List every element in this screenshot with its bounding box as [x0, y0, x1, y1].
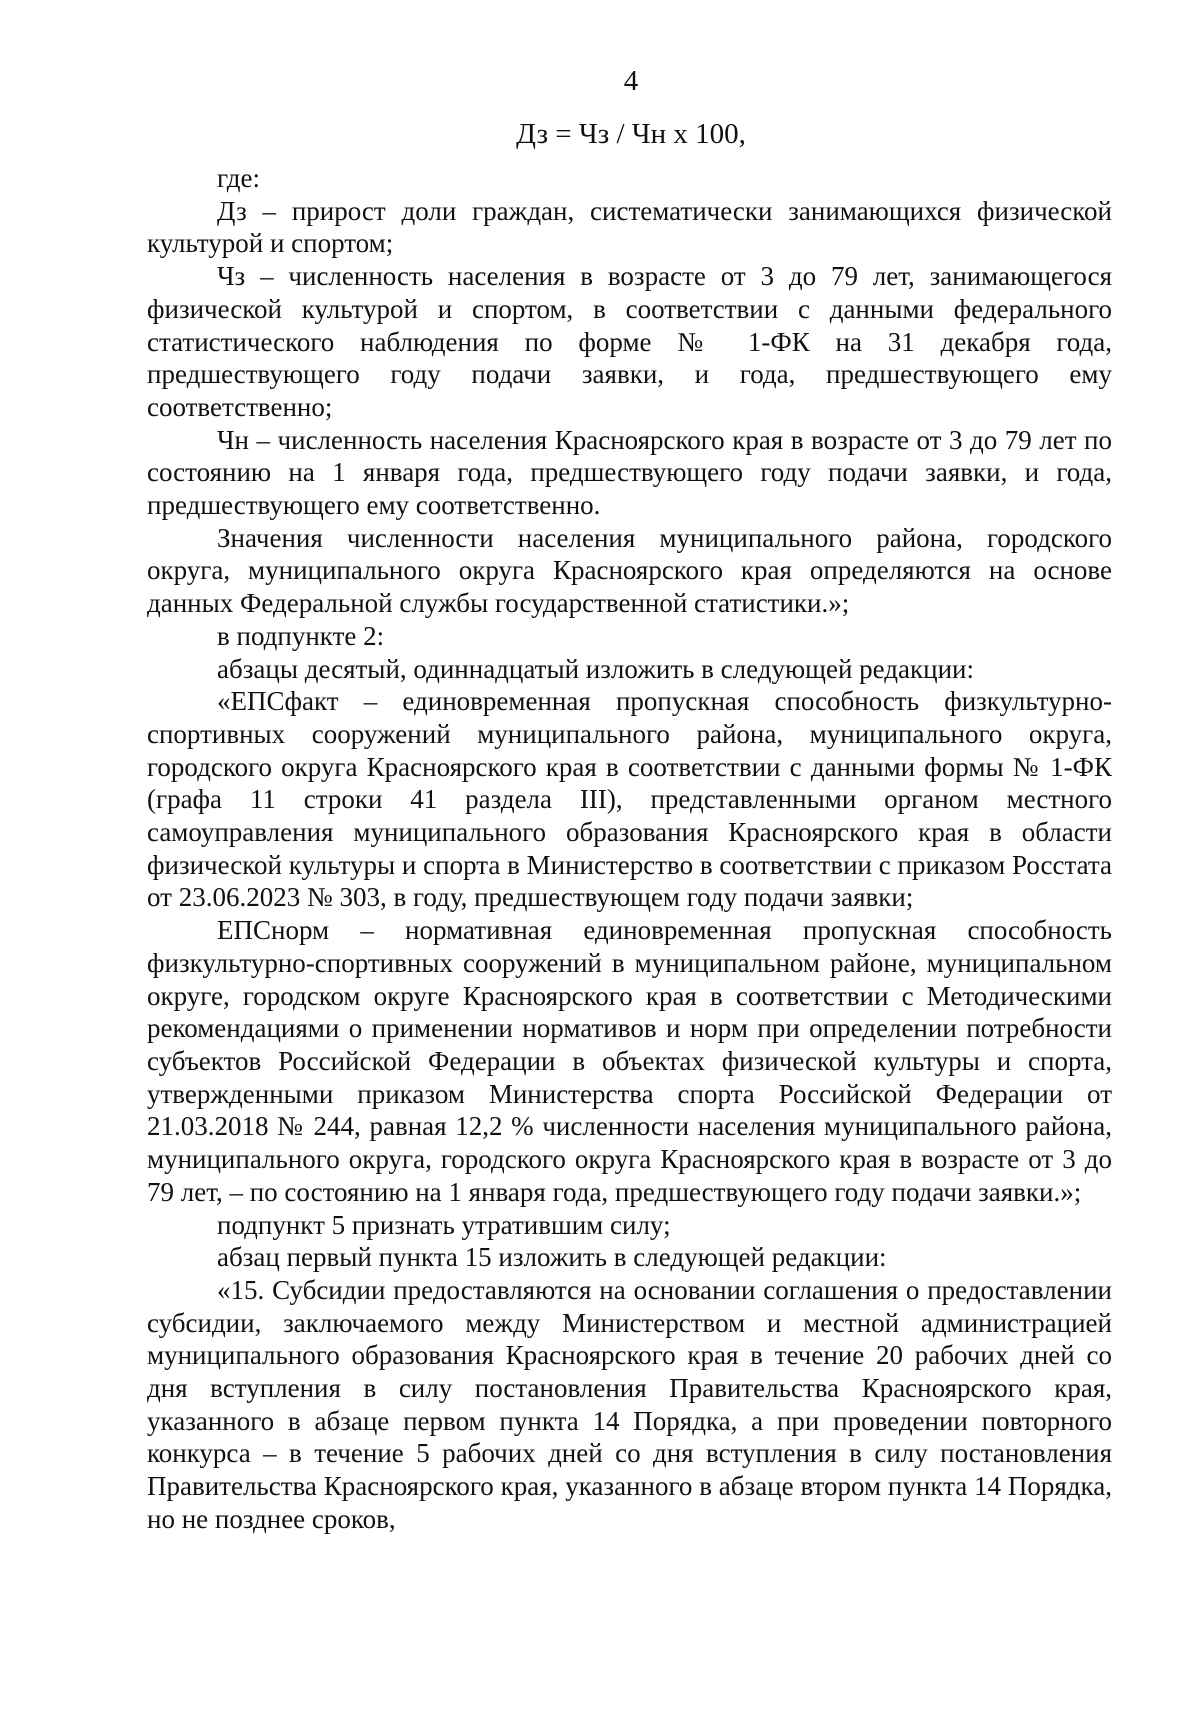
paragraph-point-15-text: «15. Субсидии предоставляются на основании соглашения о предоставлении субсидии, заключаемого между Министерством и местной администрацией муниципального образования Красноярского края в течение 20 рабочих дней со дня вступления в силу постановления Правительства Красноярского края, указанного в абзаце первом пункта 14 Порядка, а при проведении повторного конкурса – в течение 5 рабочих дней со дня вступления в силу постановления Правительства Красноярского края, указанного в абзаце втором пункта 14 Порядка, но не позднее сроков,: [147, 1274, 1112, 1534]
paragraph-dz-definition: Дз – прирост доли граждан, систематически занимающихся физической культурой и спортом;: [147, 195, 1112, 259]
page-number: 4: [623, 65, 639, 97]
formula: Дз = Чз / Чн х 100,: [516, 118, 746, 150]
paragraph-where: где:: [217, 163, 260, 193]
paragraph-eps-fact: «ЕПСфакт – единовременная пропускная способность физкультурно-спортивных сооружений муниципального района, муниципального округа, городского округа Красноярского края в соответствии с данными формы № 1-ФК (графа 11 строки 41 раздела III), представленными органом местного самоуправления муниципального образования Красноярского края в области физической культуры и спорта в Министерство в соответствии с приказом Росстата от 23.06.2023 № 303, в году, предшествующем году подачи заявки;: [147, 686, 1112, 913]
paragraph-eps-norm: ЕПСнорм – нормативная единовременная пропускная способность физкультурно-спортивных сооружений в муниципальном районе, муниципальном округе, городском округе Красноярского края в соответствии с Методическими рекомендациями о применении нормативов и норм при определении потребности субъектов Российской Федерации в объектах физической культуры и спорта, утвержденными приказом Министерства спорта Российской Федерации от 21.03.2018 № 244, равная 12,2 % численности населения муниципального района, муниципального округа, городского округа Красноярского края в возрасте от 3 до 79 лет, – по состоянию на 1 января года, предшествующего году подачи заявки.»;: [147, 915, 1112, 1207]
document-body: [147, 162, 1112, 1536]
paragraph-population-values: Значения численности населения муниципального района, городского округа, муниципального округа Красноярского края определяются на основе данных Федеральной службы государственной статистики.»;: [147, 522, 1112, 619]
paragraph-subpoint-2: в подпункте 2:: [217, 620, 385, 651]
paragraph-chz-definition: Чз – численность населения в возрасте от 3 до 79 лет, занимающегося физической культурой и спортом, в соответствии с данными федерального статистического наблюдения по форме № 1-ФК на 31 декабря года, предшествующего году подачи заявки, и года, предшествующего ему соответственно;: [147, 261, 1112, 422]
paragraph-subpoint-5: подпункт 5 признать утратившим силу;: [217, 1209, 671, 1240]
paragraph-chn-definition: Чн – численность населения Красноярского края в возрасте от 3 до 79 лет по состоянию на 1 января года, предшествующего году подачи заявки, и года, предшествующего ему соответственно.: [147, 424, 1112, 521]
paragraph-edit-instruction: абзацы десятый, одиннадцатый изложить в следующей редакции:: [217, 653, 974, 684]
paragraph-point-15-instruction: абзац первый пункта 15 изложить в следующей редакции:: [217, 1242, 887, 1273]
